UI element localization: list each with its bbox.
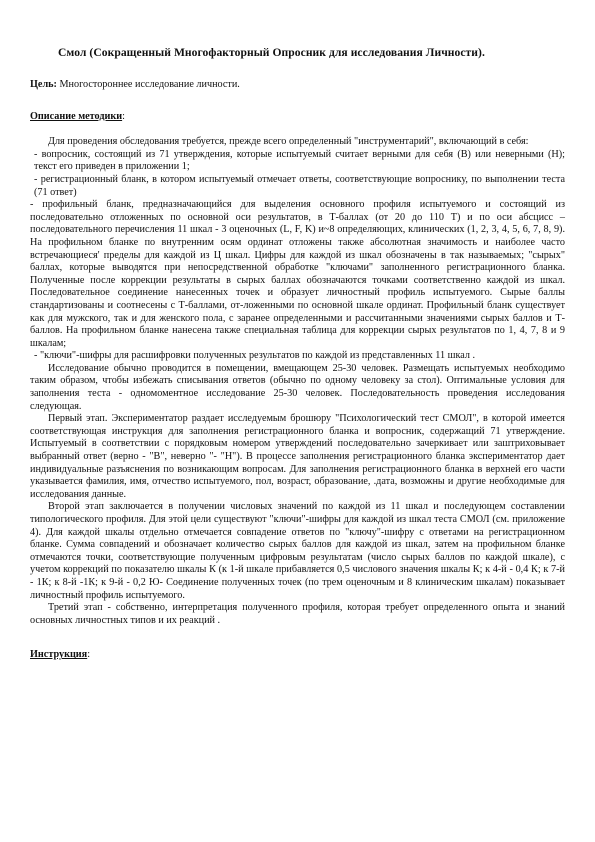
spacer xyxy=(30,627,565,649)
list-item-profile-form: - профильный бланк, предназначающийся для выделения основного профиля испытуемого и состоящий из последовательно отложенных по основной оси результатов, в Т-баллах (от 20 до 110 Т) и по оси абсцисс – последовательного перечисления 11 шкал - 3 оценочных (L, F, K) и~8 определяющих, клинических (1, 2, 3, 4, 5, 6, 7, 8, 9). На профильном бланке по внутренним осям ординат отложены также абсолютная значимость и наиболее часто встречающиеся' пределы для каждой из Ц шкал. Цифры для каждой из шкал обозначены в так называемых; "сырых" баллах, которые выводятся при непосредственной обработке "ключами" заполненного регистрационного бланка. Полученные после коррекции результаты в сырых баллах обозначаются точками соответственно каждой из шкал. Последовательное соединение нанесенных точек и образует личностный профиль испытуемого. Сырые баллы стандартизованы и соотнесены с Т-баллами, от-ложенными по основной шкале ординат. Профильный бланк существует как для мужского, так и для женского пола, с заранее определенными и рассчитанными значениями сырых баллов и Т-баллов. На профильном бланке нанесена также специальная таблица для коррекции сырых результатов по 1, 4, 7, 8 и 9 шкалам; xyxy=(30,199,565,349)
instruction-label: Инструкция xyxy=(30,649,88,661)
instruction-heading xyxy=(30,649,565,662)
paragraph-stage-two: Второй этап заключается в получении числовых значений по каждой из 11 шкал и последующем составлении типологического профиля. Для этой цели существуют "ключи"-шифры для каждой из шкал теста СМОЛ (см. приложение 4). Для каждой шкалы отдельно отмечается совпадение ответов по "ключу"-шифру с ответами на регистрационном бланке. Сумма совпадений и обозначает количество сырых баллов для каждой из шкал, затем на профильном бланке отмечаются точки, соответствующие полученным цифровым результатам (число сырых баллов по каждой шкале), с учетом коррекций по показателю шкалы К (к 1-й шкале прибавляется 0,5 числового значения шкалы К; к 4-й - 0,4 К; к 7-й - 1К; к 8-й -1К; к 9-й - 0,2 Ю- Соединение полученных точек (по трем оценочным и 8 клиническим шкалам) показывает личностный профиль испытуемого. xyxy=(30,501,565,601)
goal-row xyxy=(30,79,565,92)
description-intro: Для проведения обследования требуется, прежде всего определенный "инструментарий", включающий в себя: xyxy=(48,136,529,148)
description-colon: : xyxy=(122,110,125,122)
paragraph-setting: Исследование обычно проводится в помещении, вмещающем 25-30 человек. Размещать испытуемых необходимо таким образом, чтобы избежать списывания ответов (обычно по одному человеку за стол). Оптимальные условия для заполнения теста - одномоментное исследование 25-30 человек. Последовательность проведения исследования следующая. xyxy=(30,362,565,412)
description-label: Описание методики xyxy=(30,110,123,122)
description-heading xyxy=(30,111,565,124)
list-item-registration-form: - регистрационный бланк, в котором испытуемый отмечает ответы, соответствующие вопроснику, по выполнении теста (71 ответ) xyxy=(34,173,565,198)
goal-text: Многостороннее исследование личности. xyxy=(59,79,240,90)
list-item-questionnaire: - вопросник, состоящий из 71 утверждения, которые испытуемый считает верными для себя (В) или неверными (Н); текст его приведен в приложении 1; xyxy=(34,148,565,173)
list-item-keys: - "ключи"-шифры для расшифровки полученных результатов по каждой из представленных 11 шкал . xyxy=(34,350,476,362)
instruction-colon: : xyxy=(87,649,91,661)
paragraph-stage-one: Первый этап. Экспериментатор раздает исследуемым брошюру "Психологический тест СМОЛ", в которой имеется соответствующая инструкция для заполнения регистрационного бланка и вопросник, содержащий 71 утверждение. Испытуемый в соответствии с порядковым номером утверждений последовательно зачеркивает или заштриховывает выбранный ответ (верно - "В", неверно "- "Н"). В процессе заполнения регистрационного бланка экспериментатор дает индивидуальные разъяснения по возникающим вопросам. Для заполнения регистрационного бланка в верхней его части указывается фамилия, имя, отчество испытуемого, пол, возраст, образование, .дата, возможны и другие необходимые для исследования данные. xyxy=(30,413,565,500)
goal-label: Цель: xyxy=(30,79,57,90)
document-title: Смол (Сокращенный Многофакторный Опросник для исследования Личности). xyxy=(58,46,485,59)
paragraph-stage-three: Третий этап - собственно, интерпретация полученного профиля, которая требует определенного опыта и знаний основных личностных типов и их реакций . xyxy=(30,602,565,626)
